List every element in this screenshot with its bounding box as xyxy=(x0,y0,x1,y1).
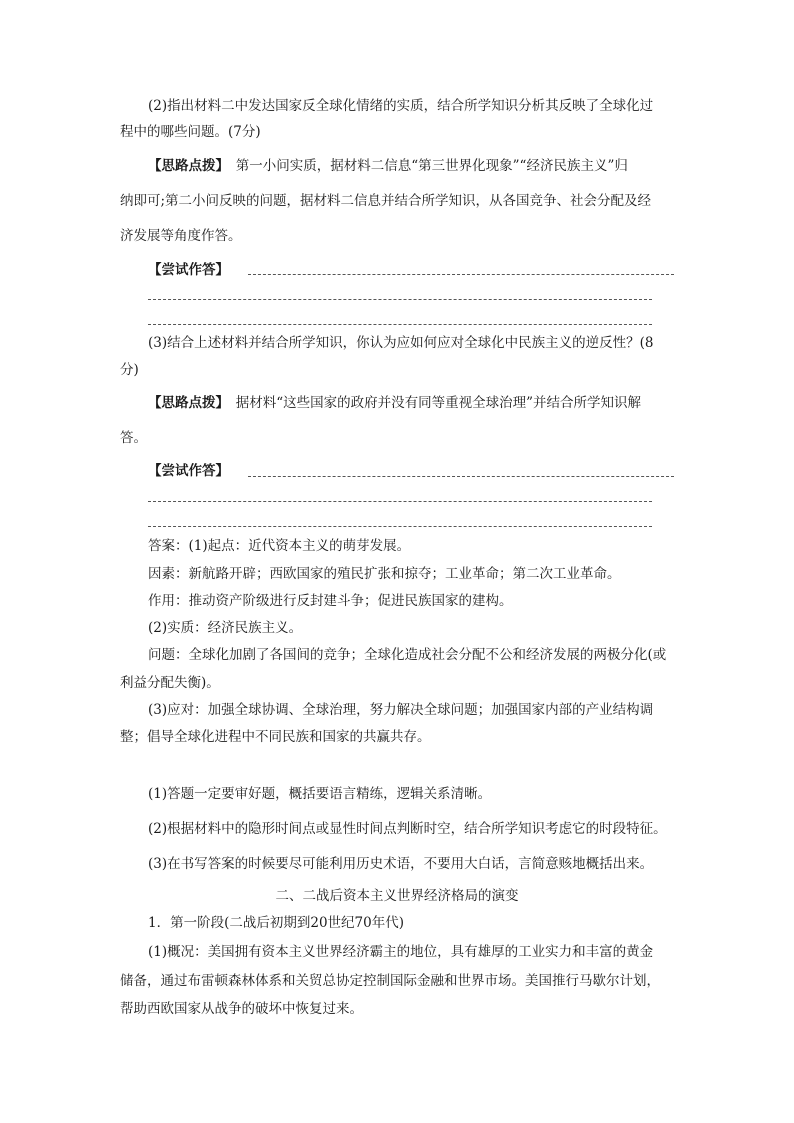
hint-2-line-1 xyxy=(148,158,708,174)
hint-3-line-1 xyxy=(148,395,708,411)
answer-line-3a[interactable] xyxy=(248,476,674,477)
answer-line-1: 答案：(1)起点：近代资本主义的萌芽发展。 xyxy=(148,538,411,554)
tip-line-2: (2)根据材料中的隐形时间点或显性时间点判断时空，结合所学知识考虑它的时段特征。 xyxy=(148,821,667,837)
try-answer-3-label: 【尝试作答】 xyxy=(148,463,229,479)
section-paragraph-line-3: 帮助西欧国家从战争的破坏中恢复过来。 xyxy=(120,1001,363,1017)
answer-line-6: 利益分配失衡)。 xyxy=(120,675,220,691)
answer-line-4: (2)实质：经济民族主义。 xyxy=(148,620,303,636)
question-2-line-1: (2)指出材料二中发达国家反全球化情绪的实质，结合所学知识分析其反映了全球化过 xyxy=(148,98,654,114)
hint-3-line-2: 答。 xyxy=(120,430,147,446)
answer-line-2a[interactable] xyxy=(248,274,674,275)
hint-2-line-2: 纳即可;第二小问反映的问题，据材料二信息并结合所学知识，从各国竞争、社会分配及经 xyxy=(120,193,652,209)
answer-line-3c[interactable] xyxy=(148,526,652,527)
answer-line-2c[interactable] xyxy=(148,324,652,325)
section-paragraph-line-1: (1)概况：美国拥有资本主义世界经济霸主的地位，具有雄厚的工业实力和丰富的黄金 xyxy=(148,944,654,960)
hint-2-text: 第一小问实质，据材料二信息“第三世界化现象”“经济民族主义”归 xyxy=(222,158,628,174)
try-answer-2-label: 【尝试作答】 xyxy=(148,262,229,278)
hint-3-label: 【思路点拨】 xyxy=(148,395,223,411)
tip-line-3: (3)在书写答案的时候要尽可能利用历史术语，不要用大白话，言简意赅地概括出来。 xyxy=(148,856,654,872)
answer-line-2: 因素：新航路开辟；西欧国家的殖民扩张和掠夺；工业革命；第二次工业革命。 xyxy=(148,566,621,582)
hint-2-label: 【思路点拨】 xyxy=(148,158,223,174)
answer-line-3b[interactable] xyxy=(148,501,652,502)
tip-line-1: (1)答题一定要审好题，概括要语言精练，逻辑关系清晰。 xyxy=(148,786,492,802)
answer-line-8: 整；倡导全球化进程中不同民族和国家的共赢共存。 xyxy=(120,729,431,745)
answer-line-3: 作用：推动资产阶级进行反封建斗争；促进民族国家的建构。 xyxy=(148,593,513,609)
hint-3-text: 据材料“这些国家的政府并没有同等重视全球治理”并结合所学知识解 xyxy=(222,395,642,411)
section-title: 二、二战后资本主义世界经济格局的演变 xyxy=(275,888,519,904)
hint-2-line-3: 济发展等角度作答。 xyxy=(120,228,242,244)
answer-line-7: (3)应对：加强全球协调、全球治理，努力解决全球问题；加强国家内部的产业结构调 xyxy=(148,702,654,718)
question-3-line-2: 分) xyxy=(120,362,139,378)
answer-line-2b[interactable] xyxy=(148,299,652,300)
question-3-line-1: (3)结合上述材料并结合所学知识，你认为应如何应对全球化中民族主义的逆反性？(8 xyxy=(148,335,654,351)
section-paragraph-line-2: 储备，通过布雷顿森林体系和关贸总协定控制国际金融和世界市场。美国推行马歇尔计划， xyxy=(120,973,660,989)
answer-line-5: 问题：全球化加剧了各国间的竞争；全球化造成社会分配不公和经济发展的两极分化(或 xyxy=(148,647,667,663)
question-2-line-2: 程中的哪些问题。(7分) xyxy=(120,124,261,140)
section-subtitle: 1．第一阶段(二战后初期到20世纪70年代) xyxy=(148,915,404,931)
